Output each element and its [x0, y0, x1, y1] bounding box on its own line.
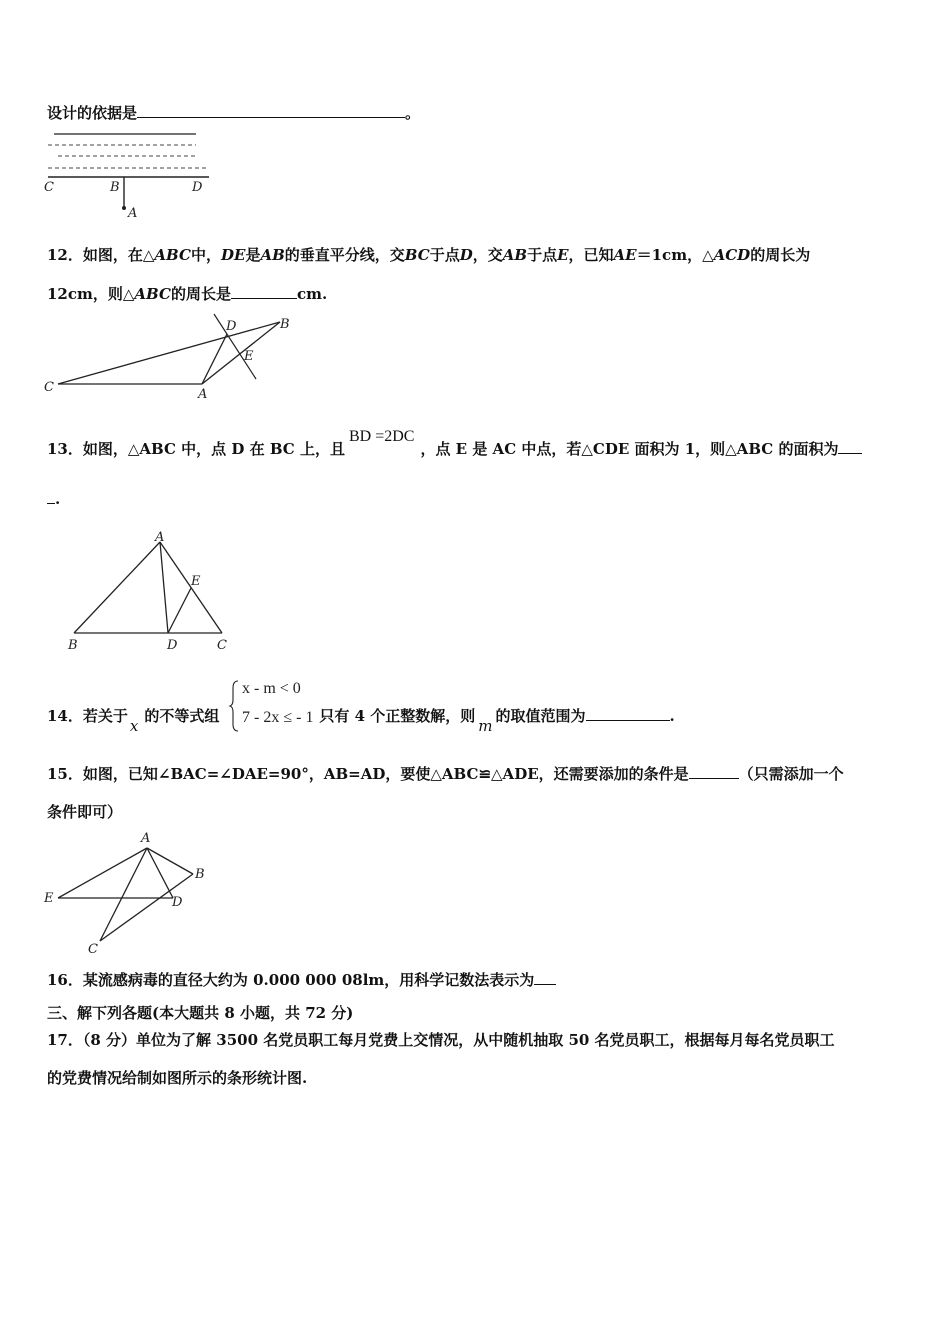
q14-post2: 的取值范围为	[495, 707, 586, 725]
q14-inequality-1: x - m < 0	[242, 680, 301, 697]
q12-t2: 中，	[190, 246, 221, 264]
fig12-label-e: E	[244, 349, 254, 364]
q14-inequality-system	[230, 678, 330, 736]
q13-answer-blank-cont[interactable]	[47, 489, 55, 504]
q15-line2	[47, 802, 122, 822]
fig13-label-a: A	[155, 530, 165, 545]
q15-answer-blank[interactable]	[689, 764, 739, 779]
q12-line2	[47, 284, 327, 304]
q12-t12: 于点	[527, 246, 558, 264]
q14-var-x: x	[129, 717, 139, 735]
q12-t7: BC	[404, 246, 430, 264]
q12-t3: DE	[220, 246, 246, 264]
fig12-label-d: D	[226, 319, 237, 334]
fig15-side-ac	[100, 848, 147, 941]
fig13-label-c: C	[217, 638, 227, 653]
q12-t11: AB	[502, 246, 528, 264]
q16-line	[47, 970, 556, 990]
q12-t8: 于点	[429, 246, 460, 264]
q13-pre: 13．如图，△ABC 中，点 D 在 BC 上，且	[47, 440, 345, 458]
q12-t4: 是	[245, 246, 261, 264]
fig12-diagram	[44, 312, 304, 400]
q14-pre: 14．若关于	[47, 707, 128, 725]
q14-brace	[230, 680, 240, 732]
q14-line	[47, 706, 675, 735]
q12-l2-t1: ABC	[134, 285, 171, 303]
q12-t9: D	[459, 246, 473, 264]
q12-l2-t2: 的周长是	[170, 285, 231, 303]
q15-text-2: 条件即可）	[47, 803, 123, 821]
q12-t1: ABC	[154, 246, 191, 264]
q16-text: 16．某流感病毒的直径大约为 0.000 000 08lm，用科学记数法表示为	[47, 971, 535, 989]
fig12-side-ad	[202, 334, 227, 384]
q16-answer-blank[interactable]	[534, 970, 556, 985]
q17-line2: 的党费情况给制如图所示的条形统计图.	[47, 1069, 308, 1087]
q13-formula: BD =2DC	[348, 428, 415, 445]
q11-text	[47, 103, 420, 123]
q12-l2-t3: cm.	[296, 285, 328, 303]
q13-answer-blank[interactable]	[838, 439, 862, 454]
q11-end: 。	[405, 104, 421, 122]
fig15-label-d: D	[172, 895, 183, 910]
section3-title: 三、解下列各题(本大题共 8 小题，共 72 分)	[47, 1004, 354, 1022]
q14-answer-blank[interactable]	[586, 706, 670, 721]
fig15-diagram	[40, 828, 215, 958]
q12-t10: ，交	[472, 246, 503, 264]
q12-line1	[47, 245, 810, 265]
fig11-label-d: D	[192, 180, 203, 195]
fig12-side-ab	[202, 322, 280, 384]
fig11-label-a: A	[128, 206, 138, 221]
q14-var-m: m	[478, 717, 493, 735]
q15-text: 15．如图，已知∠BAC=∠DAE=90°，AB=AD，要使△ABC≌△ADE，还需要添加的条件是	[47, 765, 689, 783]
q12-t0: 12．如图，在△	[47, 246, 155, 264]
fig13-label-e: E	[191, 574, 201, 589]
q13-end: .	[55, 490, 61, 508]
fig13-side-ab	[74, 542, 160, 633]
fig12-label-b: B	[280, 317, 290, 332]
q13-line2	[47, 489, 60, 509]
q15-line1	[47, 764, 844, 784]
fig13-segment-de	[168, 588, 191, 633]
fig13-diagram	[62, 532, 237, 654]
q12-t17: ACD	[713, 246, 751, 264]
q13-line1	[47, 428, 862, 460]
q12-t14: ，已知	[568, 246, 614, 264]
fig12-label-c: C	[44, 380, 54, 395]
fig11-label-b: B	[110, 180, 120, 195]
q15-tail: （只需添加一个	[738, 765, 844, 783]
q12-t18: 的周长为	[750, 246, 811, 264]
fig11-label-c: C	[44, 180, 54, 195]
q12-t15: AE	[613, 246, 637, 264]
fig15-label-b: B	[195, 867, 205, 882]
q14-end: .	[669, 707, 675, 725]
fig15-label-a: A	[141, 831, 151, 846]
q12-answer-blank[interactable]	[231, 284, 297, 299]
fig15-label-e: E	[44, 891, 54, 906]
fig13-label-d: D	[167, 638, 178, 653]
q14-post1: 只有 4 个正整数解，则	[319, 707, 476, 725]
fig12-label-a: A	[198, 387, 208, 402]
fig13-segment-ad	[160, 542, 168, 633]
fig11-diagram	[44, 128, 224, 220]
q12-t5: AB	[260, 246, 285, 264]
q12-t13: E	[557, 246, 569, 264]
q11-answer-blank[interactable]	[137, 103, 405, 118]
q13-post: ，点 E 是 AC 中点，若△CDE 面积为 1，则△ABC 的面积为	[420, 440, 839, 458]
q12-t16: ＝1cm，△	[636, 246, 714, 264]
q12-t6: 的垂直平分线，交	[284, 246, 405, 264]
q14-inequality-2: 7 - 2x ≤ - 1	[242, 709, 314, 726]
q14-mid: 的不等式组	[144, 707, 220, 725]
q17-line1: 17．（8 分）单位为了解 3500 名党员职工每月党费上交情况，从中随机抽取 50 名党员职工，根据每月每名党员职工	[47, 1031, 835, 1049]
fig13-label-b: B	[68, 638, 78, 653]
fig15-label-c: C	[88, 942, 98, 957]
fig11-point-a	[122, 206, 126, 210]
q11-prefix: 设计的依据是	[47, 104, 138, 122]
q12-l2-t0: 12cm，则△	[47, 285, 135, 303]
